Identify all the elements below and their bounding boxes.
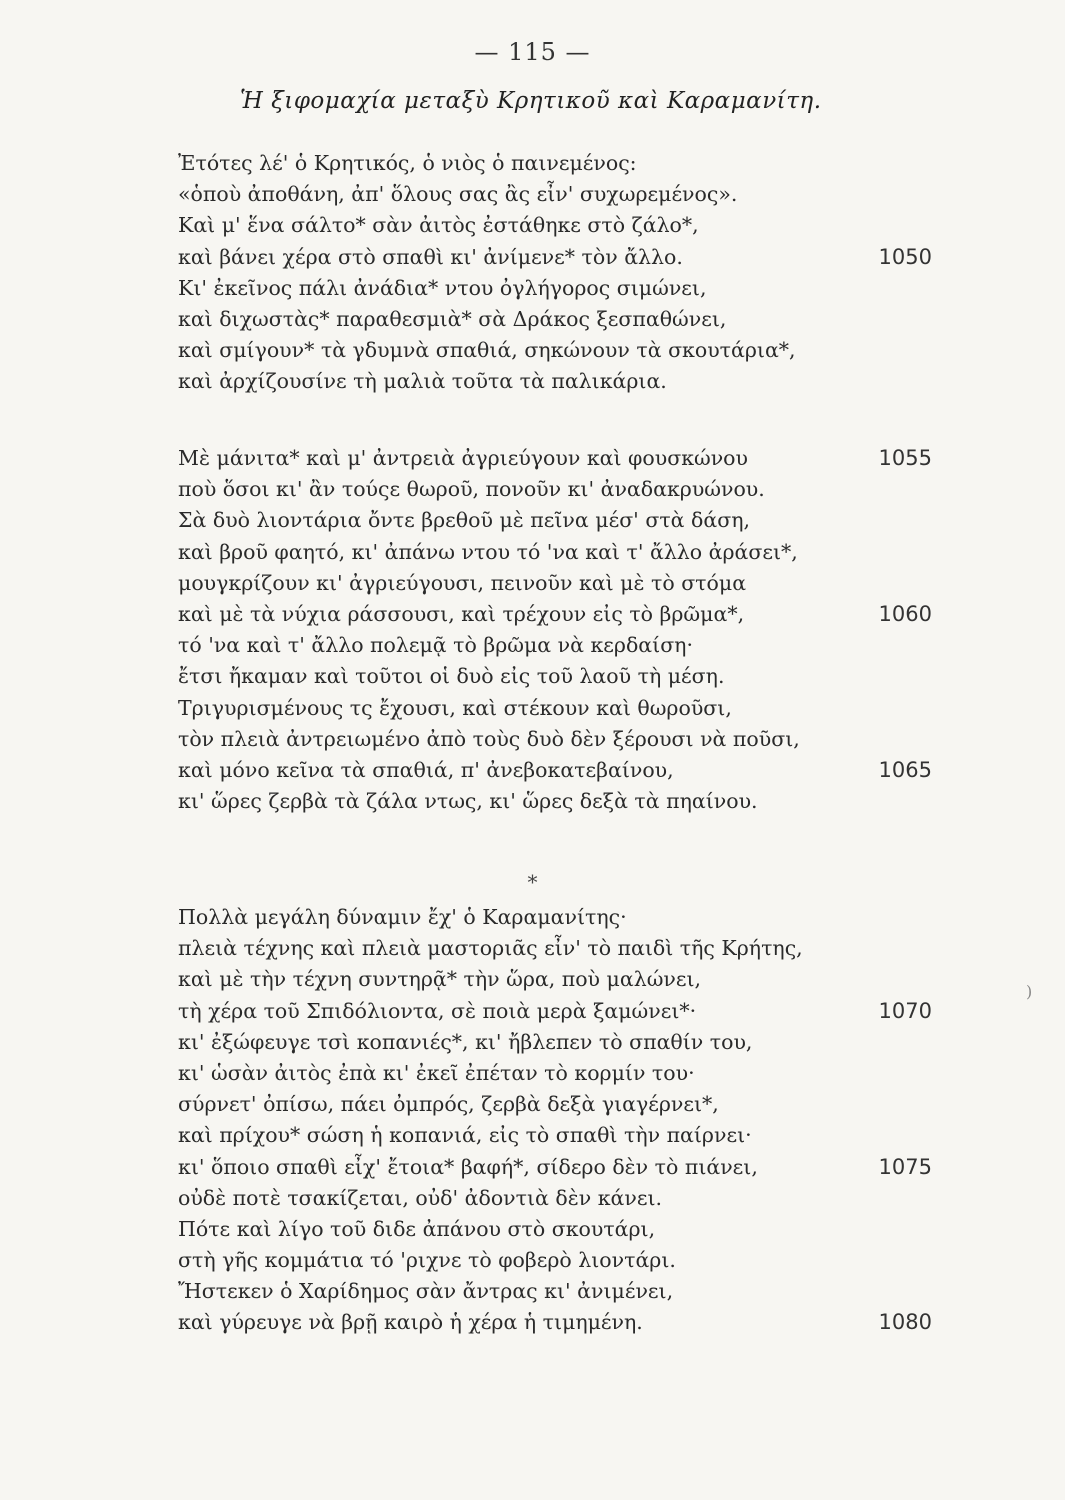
line-number: 1055 — [878, 446, 932, 470]
verse-text: Τριγυρισμένους τς ἔχουσι, καὶ στέκουν καὶ θωροῦσι, — [178, 695, 732, 720]
verse-text: τό 'να καὶ τ' ἄλλο πολεμᾷ τὸ βρῶμα νὰ κερδαίση· — [178, 633, 693, 658]
verse-text: καὶ μὲ τὰ νύχια ράσσουσι, καὶ τρέχουν εἰς τὸ βρῶμα*, — [178, 601, 745, 626]
verse-line — [178, 1027, 968, 1058]
verse-text: Καὶ μ' ἕνα σάλτο* σὰν ἀιτὸς ἐστάθηκε στὸ ζάλο*, — [178, 213, 699, 238]
verse-text: Μὲ μάνιτα* καὶ μ' ἀντρειὰ ἀγριεύγουν καὶ φουσκώνου — [178, 446, 748, 470]
verse-text: Κι' ἐκεῖνος πάλι ἀνάδια* ντου ὀγλήγορος σιμώνει, — [178, 275, 707, 300]
line-number: 1060 — [878, 601, 932, 626]
verse-text: κι' ὥρες ζερβὰ τὰ ζάλα ντως, κι' ὥρες δεξὰ τὰ πηαίνου. — [178, 789, 758, 814]
verse-line — [178, 1183, 968, 1214]
verse-line — [178, 1152, 968, 1183]
verse-text: καὶ μὲ τὴν τέχνη συντηρᾷ* τὴν ὥρα, ποὺ μαλώνει, — [178, 967, 702, 992]
verse-line — [178, 443, 968, 474]
verse-line — [178, 1245, 968, 1276]
line-number: 1050 — [878, 244, 932, 269]
verse-line — [178, 1058, 968, 1089]
verse-line — [178, 148, 968, 179]
verse-line — [178, 366, 968, 397]
verse-text: ἔτσι ἤκαμαν καὶ τοῦτοι οἱ δυὸ εἰς τοῦ λαοῦ τὴ μέση. — [178, 664, 725, 689]
verse-text: στὴ γῆς κομμάτια τό 'ριχνε τὸ φοβερὸ λιοντάρι. — [178, 1248, 676, 1273]
verse-line — [178, 902, 968, 933]
verse-line — [178, 1214, 968, 1245]
verse-text: καὶ πρίχου* σώση ἡ κοπανιά, εἰς τὸ σπαθὶ τὴν παίρνει· — [178, 1123, 752, 1148]
verse-text: Πότε καὶ λίγο τοῦ διδε ἀπάνου στὸ σκουτάρι, — [178, 1216, 656, 1241]
verse-line — [178, 996, 968, 1027]
stanza — [178, 148, 968, 398]
verse-text: κι' ὡσὰν ἀιτὸς ἐπὰ κι' ἐκεῖ ἐπέταν τὸ κορμίν του· — [178, 1060, 695, 1085]
poem-title: Ἡ ξιφομαχία μεταξὺ Κρητικοῦ καὶ Καραμανίτη. — [240, 88, 822, 114]
verse-line — [178, 693, 968, 724]
verse-line — [178, 755, 968, 786]
verse-line — [178, 304, 968, 335]
verse-text: καὶ μόνο κεῖνα τὰ σπαθιά, π' ἀνεβοκατεβαίνου, — [178, 757, 674, 782]
verse-line — [178, 1120, 968, 1151]
verse-line — [178, 630, 968, 661]
verse-line — [178, 724, 968, 755]
verse-text: Πολλὰ μεγάλη δύναμιν ἔχ' ὁ Καραμανίτης· — [178, 905, 627, 929]
line-number: 1065 — [878, 757, 932, 782]
verse-line — [178, 1307, 968, 1338]
margin-mark: ) — [1026, 982, 1033, 1001]
verse-text: ποὺ ὅσοι κι' ἂν τούςε θωροῦ, πονοῦν κι' ἀναδακρυώνου. — [178, 477, 765, 502]
section-mark: * — [527, 870, 538, 894]
verse-line — [178, 179, 968, 210]
verse-text: τὸν πλειὰ ἀντρειωμένο ἀπὸ τοὺς δυὸ δὲν ξέρουσι νὰ ποῦσι, — [178, 726, 800, 751]
verse-text: καὶ σμίγουν* τὰ γδυμνὰ σπαθιά, σηκώνουν τὰ σκουτάρια*, — [178, 338, 796, 363]
verse-text: Ἐτότες λέ' ὁ Κρητικός, ὁ νιὸς ὁ παινεμένος: — [178, 151, 637, 175]
verse-line — [178, 474, 968, 505]
verse-text: καὶ βάνει χέρα στὸ σπαθὶ κι' ἀνίμενε* τὸν ἄλλο. — [178, 244, 683, 269]
verse-text: πλειὰ τέχνης καὶ πλειὰ μαστοριᾶς εἶν' τὸ παιδὶ τῆς Κρήτης, — [178, 936, 803, 961]
verse-text: καὶ βροῦ φαητό, κι' ἀπάνω ντου τό 'να καὶ τ' ἄλλο ἀράσει*, — [178, 539, 798, 564]
verse-line — [178, 964, 968, 995]
verse-line — [178, 568, 968, 599]
verse-line — [178, 786, 968, 817]
verse-text: Σὰ δυὸ λιοντάρια ὄντε βρεθοῦ μὲ πεῖνα μέσ' στὰ δάση, — [178, 508, 751, 533]
verse-line — [178, 537, 968, 568]
verse-text: καὶ ἀρχίζουσίνε τὴ μαλιὰ τοῦτα τὰ παλικάρια. — [178, 369, 667, 394]
verse-text: καὶ γύρευγε νὰ βρῇ καιρὸ ἡ χέρα ἡ τιμημένη. — [178, 1310, 643, 1335]
verse-line — [178, 335, 968, 366]
verse-line — [178, 210, 968, 241]
line-number: 1070 — [878, 998, 932, 1023]
verse-line — [178, 661, 968, 692]
verse-text: «ὁποὺ ἀποθάνη, ἀπ' ὅλους σας ἂς εἶν' συχωρεμένος». — [178, 182, 738, 207]
verse-line — [178, 1089, 968, 1120]
stanza — [178, 902, 968, 1339]
verse-text: καὶ διχωστὰς* παραθεσμιὰ* σὰ Δράκος ξεσπαθώνει, — [178, 306, 727, 331]
verse-text: οὐδὲ ποτὲ τσακίζεται, οὐδ' ἀδοντιὰ δὲν κάνει. — [178, 1185, 662, 1210]
verse-text: κι' ὅποιο σπαθὶ εἶχ' ἔτοια* βαφή*, σίδερο δὲν τὸ πιάνει, — [178, 1154, 758, 1179]
verse-line — [178, 273, 968, 304]
stanza — [178, 443, 968, 817]
verse-line — [178, 1276, 968, 1307]
verse-text: μουγκρίζουν κι' ἀγριεύγουσι, πεινοῦν καὶ μὲ τὸ στόμα — [178, 570, 747, 595]
verse-line — [178, 505, 968, 536]
line-number: 1075 — [878, 1154, 932, 1179]
verse-line — [178, 933, 968, 964]
verse-text: σύρνετ' ὀπίσω, πάει ὀμπρός, ζερβὰ δεξὰ γιαγέρνει*, — [178, 1092, 719, 1117]
verse-text: Ἤστεκεν ὁ Χαρίδημος σὰν ἄντρας κι' ἀνιμένει, — [178, 1279, 674, 1304]
verse-text: τὴ χέρα τοῦ Σπιδόλιοντα, σὲ ποιὰ μερὰ ξαμώνει*· — [178, 998, 697, 1023]
verse-text: κι' ἐξώφευγε τσὶ κοπανιές*, κι' ἤβλεπεν τὸ σπαθίν του, — [178, 1029, 753, 1054]
page-number: — 115 — — [474, 38, 591, 66]
verse-line — [178, 242, 968, 273]
verse-line — [178, 599, 968, 630]
line-number: 1080 — [878, 1310, 932, 1335]
